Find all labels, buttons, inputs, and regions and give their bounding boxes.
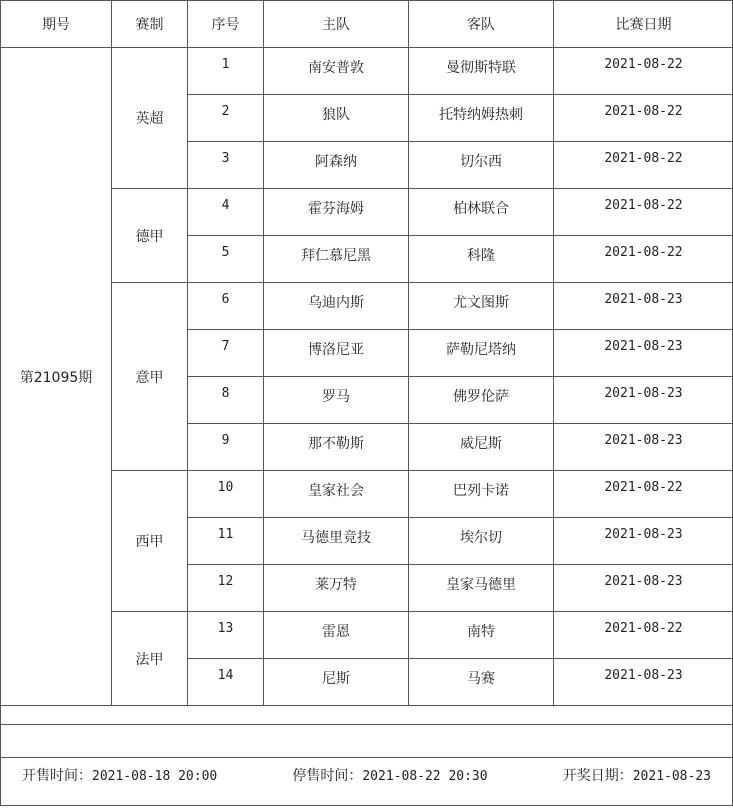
home-team: 阿森纳 [264, 142, 409, 189]
home-team: 南安普敦 [264, 48, 409, 95]
away-team: 萨勒尼塔纳 [409, 330, 554, 377]
away-team: 皇家马德里 [409, 565, 554, 612]
draw-date [563, 765, 711, 785]
league-cell: 德甲 [112, 189, 188, 283]
match-date: 2021-08-22 [554, 95, 733, 142]
draw-date-label: 开奖日期： [562, 768, 633, 784]
home-team: 拜仁慕尼黑 [264, 236, 409, 283]
table-row [1, 48, 733, 95]
home-team: 罗马 [264, 377, 409, 424]
league-cell: 意甲 [112, 283, 188, 471]
home-team: 那不勒斯 [264, 424, 409, 471]
home-team: 狼队 [264, 95, 409, 142]
match-index: 1 [188, 48, 264, 95]
header-date: 比赛日期 [554, 1, 733, 48]
away-team: 柏林联合 [409, 189, 554, 236]
league-cell: 法甲 [112, 612, 188, 706]
match-date: 2021-08-22 [554, 612, 733, 659]
match-date: 2021-08-22 [554, 189, 733, 236]
match-index: 10 [188, 471, 264, 518]
match-index: 4 [188, 189, 264, 236]
header-home: 主队 [264, 1, 409, 48]
home-team: 马德里竞技 [264, 518, 409, 565]
away-team: 托特纳姆热刺 [409, 95, 554, 142]
away-team: 尤文图斯 [409, 283, 554, 330]
away-team: 埃尔切 [409, 518, 554, 565]
period-cell: 第21095期 [1, 48, 112, 706]
sale-stop-value: 2021-08-22 20:30 [362, 769, 488, 784]
match-date: 2021-08-23 [554, 330, 733, 377]
sale-start-value: 2021-08-18 20:00 [92, 769, 218, 784]
match-index: 12 [188, 565, 264, 612]
home-team: 皇家社会 [264, 471, 409, 518]
away-team: 威尼斯 [409, 424, 554, 471]
match-index: 14 [188, 659, 264, 706]
empty-row [0, 724, 733, 758]
match-index: 2 [188, 95, 264, 142]
match-index: 13 [188, 612, 264, 659]
sale-start-time [22, 765, 217, 785]
match-date: 2021-08-22 [554, 48, 733, 95]
match-index: 5 [188, 236, 264, 283]
match-date: 2021-08-23 [554, 377, 733, 424]
sale-start-label: 开售时间： [22, 768, 92, 784]
match-date: 2021-08-22 [554, 142, 733, 189]
header-index: 序号 [188, 1, 264, 48]
sale-stop-time [292, 765, 487, 785]
sale-stop-label: 停售时间： [292, 768, 363, 784]
home-team: 霍芬海姆 [264, 189, 409, 236]
match-index: 8 [188, 377, 264, 424]
away-team: 巴列卡诺 [409, 471, 554, 518]
away-team: 马赛 [409, 659, 554, 706]
home-team: 莱万特 [264, 565, 409, 612]
home-team: 博洛尼亚 [264, 330, 409, 377]
match-index: 9 [188, 424, 264, 471]
match-date: 2021-08-23 [554, 565, 733, 612]
home-team: 乌迪内斯 [264, 283, 409, 330]
match-date: 2021-08-22 [554, 236, 733, 283]
home-team: 尼斯 [264, 659, 409, 706]
header-away: 客队 [409, 1, 554, 48]
match-index: 7 [188, 330, 264, 377]
league-cell: 英超 [112, 48, 188, 189]
league-cell: 西甲 [112, 471, 188, 612]
away-team: 切尔西 [409, 142, 554, 189]
match-date: 2021-08-23 [554, 659, 733, 706]
match-index: 3 [188, 142, 264, 189]
match-date: 2021-08-23 [554, 424, 733, 471]
match-date: 2021-08-22 [554, 471, 733, 518]
header-row [1, 1, 733, 48]
away-team: 南特 [409, 612, 554, 659]
home-team: 雷恩 [264, 612, 409, 659]
away-team: 佛罗伦萨 [409, 377, 554, 424]
away-team: 曼彻斯特联 [409, 48, 554, 95]
draw-date-value: 2021-08-23 [632, 769, 711, 784]
away-team: 科隆 [409, 236, 554, 283]
match-index: 11 [188, 518, 264, 565]
match-index: 6 [188, 283, 264, 330]
sale-info-footer [0, 758, 733, 792]
match-date: 2021-08-23 [554, 518, 733, 565]
header-league: 赛制 [112, 1, 188, 48]
header-period: 期号 [1, 1, 112, 48]
match-date: 2021-08-23 [554, 283, 733, 330]
